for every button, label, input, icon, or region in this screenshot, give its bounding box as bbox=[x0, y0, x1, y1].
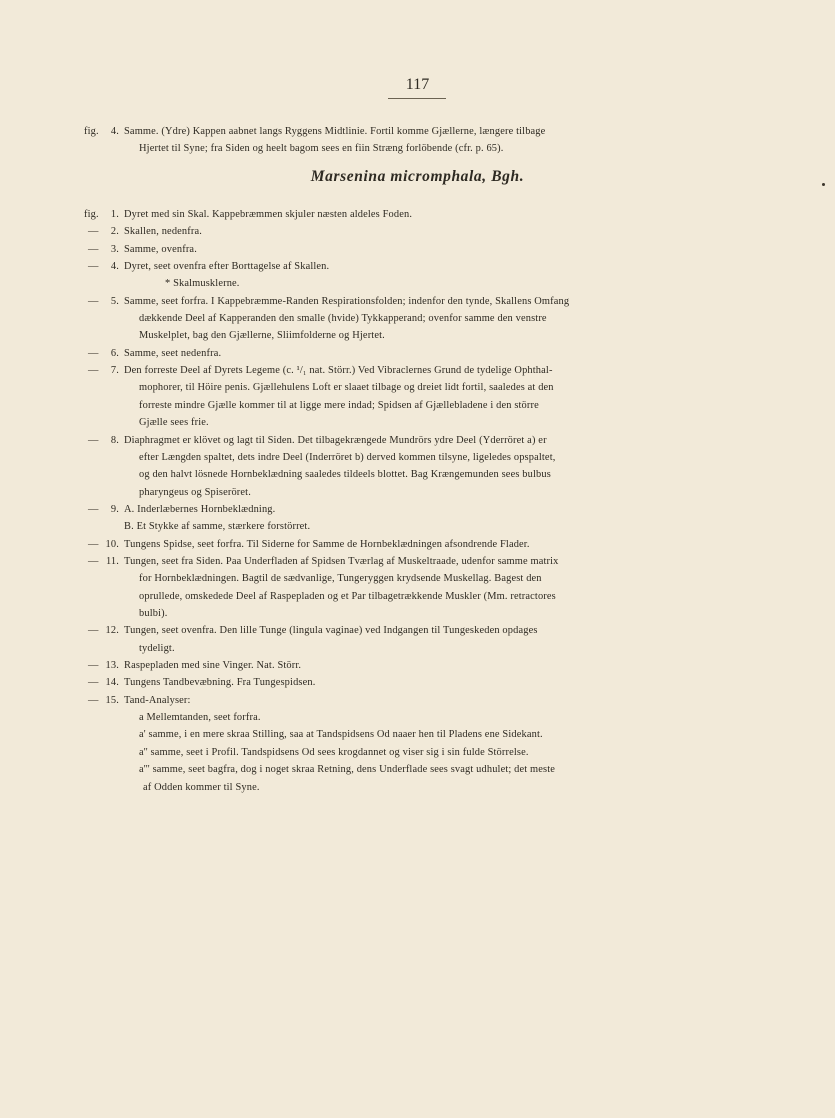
figure-caption-line: a' samme, i en mere skraa Stilling, saa at Tandspidsens Od naaer hen til Pladens ene Sidekant. bbox=[139, 729, 543, 741]
figure-label: — bbox=[88, 694, 99, 706]
figure-label: — bbox=[88, 434, 99, 446]
figure-caption-line: Diaphragmet er klövet og lagt til Siden. Det tilbagekrængede Mundrörs ydre Deel (Yderröret a) er bbox=[124, 434, 547, 446]
figure-label: — bbox=[88, 660, 99, 672]
figure-number: 15. bbox=[105, 694, 119, 706]
figure-label: — bbox=[88, 538, 99, 550]
page-number: 117 bbox=[405, 76, 430, 93]
figure-number: 9. bbox=[110, 503, 119, 515]
figure-caption-line: Dyret, seet ovenfra efter Borttagelse af Skallen. bbox=[124, 261, 330, 273]
figure-number: 2. bbox=[110, 226, 119, 238]
figure-caption-line: dækkende Deel af Kapperanden den smalle (hvide) Tykkapperand; ovenfor samme den venstre bbox=[139, 313, 547, 325]
figure-number: 10. bbox=[105, 538, 119, 550]
figure-caption-line: Samme. (Ydre) Kappen aabnet langs Ryggens Midtlinie. Fortil komme Gjællerne, længere tilbage bbox=[124, 126, 546, 137]
figure-caption-line: Dyret med sin Skal. Kappebræmmen skjuler næsten aldeles Foden. bbox=[124, 209, 413, 220]
figure-caption-line: Skallen, nedenfra. bbox=[124, 226, 203, 238]
figure-caption-line: bulbi). bbox=[139, 608, 168, 620]
figure-label: — bbox=[88, 295, 99, 307]
figure-number: 4. bbox=[110, 261, 119, 273]
figure-caption-line: B. Et Stykke af samme, stærkere forstörret. bbox=[124, 521, 311, 533]
figure-label: fig. bbox=[84, 209, 99, 220]
figure-caption-line: Tungen, seet ovenfra. Den lille Tunge (lingula vaginae) ved Indgangen til Tungeskeden opdages bbox=[124, 625, 538, 637]
figure-caption-line: a Mellemtanden, seet forfra. bbox=[139, 712, 261, 724]
figure-number: 1. bbox=[110, 209, 119, 220]
figure-caption-line: A. Inderlæbernes Hornbeklædning. bbox=[124, 503, 276, 515]
figure-caption-line: pharyngeus og Spiseröret. bbox=[139, 486, 251, 498]
figure-caption-line: forreste mindre Gjælle kommer til at ligge mere indad; Spidsen af Gjællebladene i den större bbox=[139, 399, 539, 411]
figure-label: — bbox=[88, 503, 99, 515]
figure-caption-line: * Skalmusklerne. bbox=[165, 278, 240, 290]
figure-label: — bbox=[88, 556, 99, 567]
figure-caption-line: Samme, ovenfra. bbox=[124, 243, 197, 255]
figure-label: — bbox=[88, 625, 99, 637]
figure-caption-line: a'' samme, seet i Profil. Tandspidsens Od sees krogdannet og viser sig i sin fulde Störrelse. bbox=[139, 746, 529, 758]
figure-caption-line: Gjælle sees frie. bbox=[139, 417, 209, 429]
figure-label: — bbox=[88, 261, 99, 273]
figure-caption-line: efter Længden spaltet, dets indre Deel (Inderröret b) derved kommen tilsyne, ligeledes opspaltet, bbox=[139, 451, 556, 463]
figure-label: — bbox=[88, 347, 99, 359]
figure-caption-line: Hjertet til Syne; fra Siden og heelt bagom sees en fiin Stræng forlöbende (cfr. p. 65). bbox=[139, 143, 504, 155]
figure-number: 6. bbox=[110, 347, 119, 359]
figure-number: 13. bbox=[105, 660, 119, 672]
figure-caption-line: oprullede, omskedede Deel af Raspepladen og et Par tilbagetrækkende Muskler (Mm. retractores bbox=[139, 590, 556, 602]
figure-caption-line: Samme, seet forfra. I Kappebræmme-Randen Respirationsfolden; indenfor den tynde, Skallens Omfang bbox=[124, 295, 570, 307]
figure-label: — bbox=[88, 243, 99, 255]
figure-number: 12. bbox=[105, 625, 119, 637]
figure-caption-line: Tand-Analyser: bbox=[124, 694, 191, 706]
figure-label: fig. bbox=[84, 126, 99, 137]
figure-caption-line: og den halvt lösnede Hornbeklædning saaledes tildeels blottet. Bag Krængemunden sees bulbus bbox=[139, 469, 551, 481]
figure-caption-line: Den forreste Deel af Dyrets Legeme (c. ¹/₁ nat. Störr.) Ved Vibraclernes Grund de tydelige Ophthal- bbox=[124, 365, 553, 377]
figure-label: — bbox=[88, 365, 99, 377]
figure-caption-line: Tungen, seet fra Siden. Paa Underfladen af Spidsen Tværlag af Muskeltraade, udenfor samme matrix bbox=[124, 556, 559, 567]
figure-caption-line: Muskelplet, bag den Gjællerne, Sliimfolderne og Hjertet. bbox=[139, 330, 385, 342]
figure-caption-line: Samme, seet nedenfra. bbox=[124, 347, 222, 359]
figure-number: 5. bbox=[110, 295, 119, 307]
figure-caption-line: a''' samme, seet bagfra, dog i noget skraa Retning, dens Underflade sees svagt udhulet; det meste bbox=[139, 764, 556, 776]
figure-caption-line: Raspepladen med sine Vinger. Nat. Störr. bbox=[124, 660, 302, 672]
figure-label: — bbox=[88, 677, 99, 689]
figure-caption-line: Tungens Tandbevæbning. Fra Tungespidsen. bbox=[124, 677, 316, 689]
figure-caption-line: for Hornbeklædningen. Bagtil de sædvanlige, Tungeryggen krydsende Muskellag. Bagest den bbox=[139, 573, 542, 585]
page-number-rule bbox=[388, 98, 446, 99]
figure-number: 14. bbox=[105, 677, 119, 689]
figure-number: 8. bbox=[110, 434, 119, 446]
section-heading: Marsenina micromphala, Bgh. bbox=[310, 168, 525, 185]
figure-caption-line: af Odden kommer til Syne. bbox=[143, 781, 260, 793]
figure-number: 7. bbox=[110, 365, 119, 377]
figure-caption-line: Tungens Spidse, seet forfra. Til Siderne for Samme de Hornbeklædningen afsondrende Flader. bbox=[124, 538, 530, 550]
figure-caption-line: tydeligt. bbox=[139, 642, 175, 654]
figure-number: 3. bbox=[110, 243, 119, 255]
figure-number: 11. bbox=[105, 556, 119, 567]
figure-label: — bbox=[88, 226, 99, 238]
figure-caption-line: mophorer, til Höire penis. Gjællehulens Loft er slaaet tilbage og dreiet lidt fortil, saaledes at den bbox=[139, 382, 554, 394]
figure-number: 4. bbox=[110, 126, 119, 137]
